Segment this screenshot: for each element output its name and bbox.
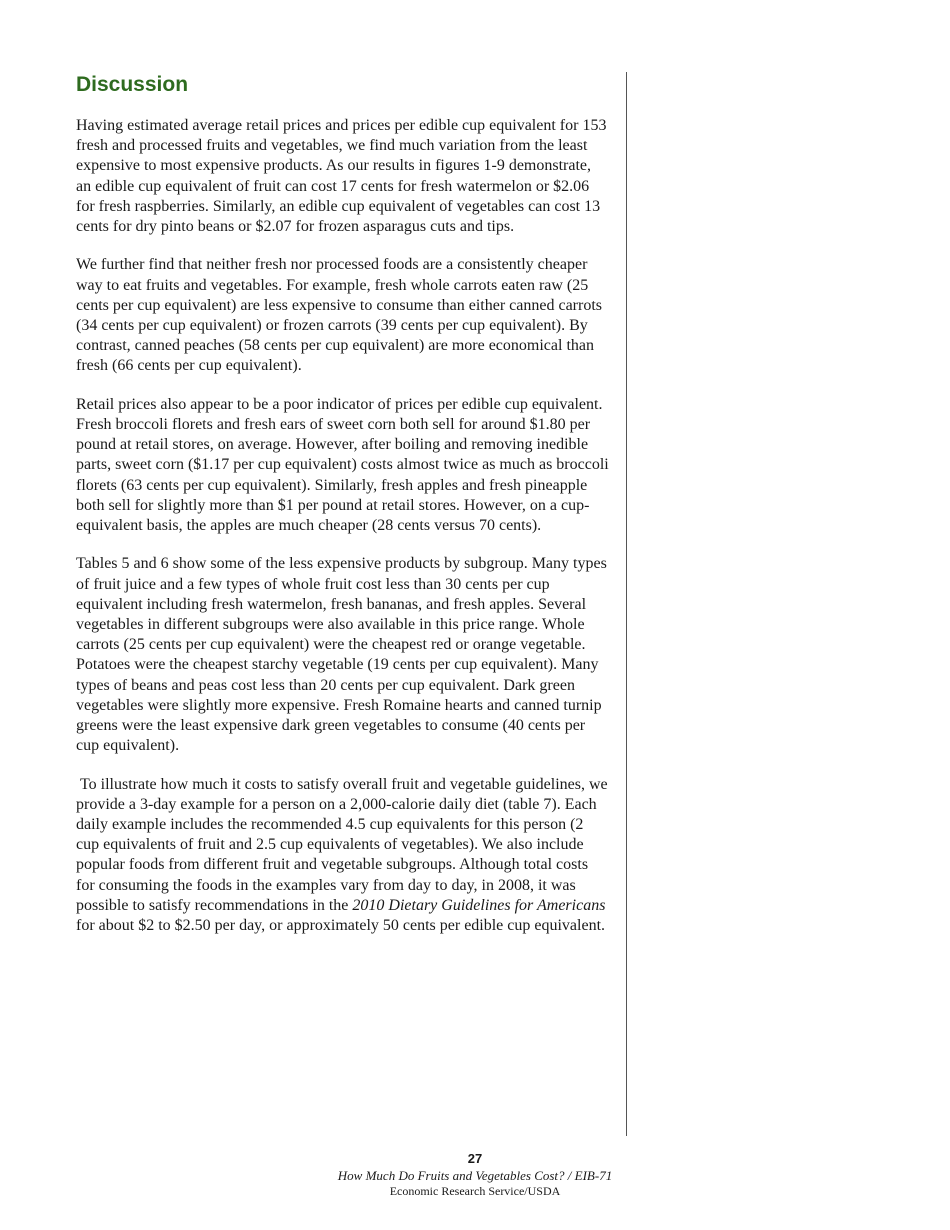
paragraph-5: [76, 775, 610, 937]
column-divider: [626, 72, 627, 1136]
guidelines-title: 2010 Dietary Guidelines for Americans: [352, 896, 606, 914]
paragraph-2: We further find that neither fresh nor processed foods are a consistently cheaper way to eat fruits and vegetables. For example, fresh whole carrots eaten raw (25 cents per cup equivalent) are less expensive to consume than either canned carrots (34 cents per cup equivalent) or frozen carrots (39 cents per cup equivalent). By contrast, canned peaches (58 cents per cup equivalent) are more economical than fresh (66 cents per cup equivalent).: [76, 256, 603, 375]
paragraph-5-text-end: for about $2 to $2.50 per day, or approximately 50 cents per edible cup equivalent.: [76, 917, 606, 935]
publication-title: How Much Do Fruits and Vegetables Cost? / EIB-71: [337, 1168, 613, 1183]
agency-name: Economic Research Service/USDA: [389, 1184, 561, 1198]
paragraph-5-text-start: To illustrate how much it costs to satisfy overall fruit and vegetable guidelines, we provide a 3-day example for a person on a 2,000-calorie daily diet (table 7). Each daily example includes the recommended 4.5 cup equivalents for this person (2 cup equivalents of fruit and 2.5 cup equivalents of vegetables). We also include popular foods from different fruit and vegetable subgroups. Although total costs for consuming the foods in the examples vary from day to day, in 2008, it was possible to satisfy recommendations in the: [76, 775, 608, 914]
body-text: [76, 116, 610, 954]
page-number: 27: [467, 1151, 483, 1166]
paragraph-4: Tables 5 and 6 show some of the less expensive products by subgroup. Many types of fruit juice and a few types of whole fruit cost less than 30 cents per cup equivalent including fresh watermelon, fresh bananas, and fresh apples. Several vegetables in different subgroups were also available in this price range. Whole carrots (25 cents per cup equivalent) were the cheapest red or orange vegetable. Potatoes were the cheapest starchy vegetable (19 cents per cup equivalent). Many types of beans and peas cost less than 20 cents per cup equivalent. Dark green vegetables were slightly more expensive. Fresh Romaine hearts and canned turnip greens were the least expensive dark green vegetables to consume (40 cents per cup equivalent).: [76, 555, 607, 755]
section-heading: Discussion: [76, 73, 189, 96]
paragraph-1: Having estimated average retail prices and prices per edible cup equivalent for 153 fresh and processed fruits and vegetables, we find much variation from the least expensive to most expensive products. As our results in figures 1-9 demonstrate, an edible cup equivalent of fruit can cost 17 cents for fresh watermelon or $2.06 for fresh raspberries. Similarly, an edible cup equivalent of vegetables can cost 13 cents for dry pinto beans or $2.07 for frozen asparagus cuts and tips.: [76, 117, 607, 236]
page-footer: [0, 1150, 950, 1199]
paragraph-3: Retail prices also appear to be a poor indicator of prices per edible cup equivalent. Fresh broccoli florets and fresh ears of sweet corn both sell for around $1.80 per pound at retail stores, on average. However, after boiling and removing inedible parts, sweet corn ($1.17 per cup equivalent) costs almost twice as much as broccoli florets (63 cents per cup equivalent). Similarly, fresh apples and fresh pineapple both sell for slightly more than $1 per pound at retail stores. However, on a cup-equivalent basis, the apples are much cheaper (28 cents versus 70 cents).: [76, 395, 609, 535]
